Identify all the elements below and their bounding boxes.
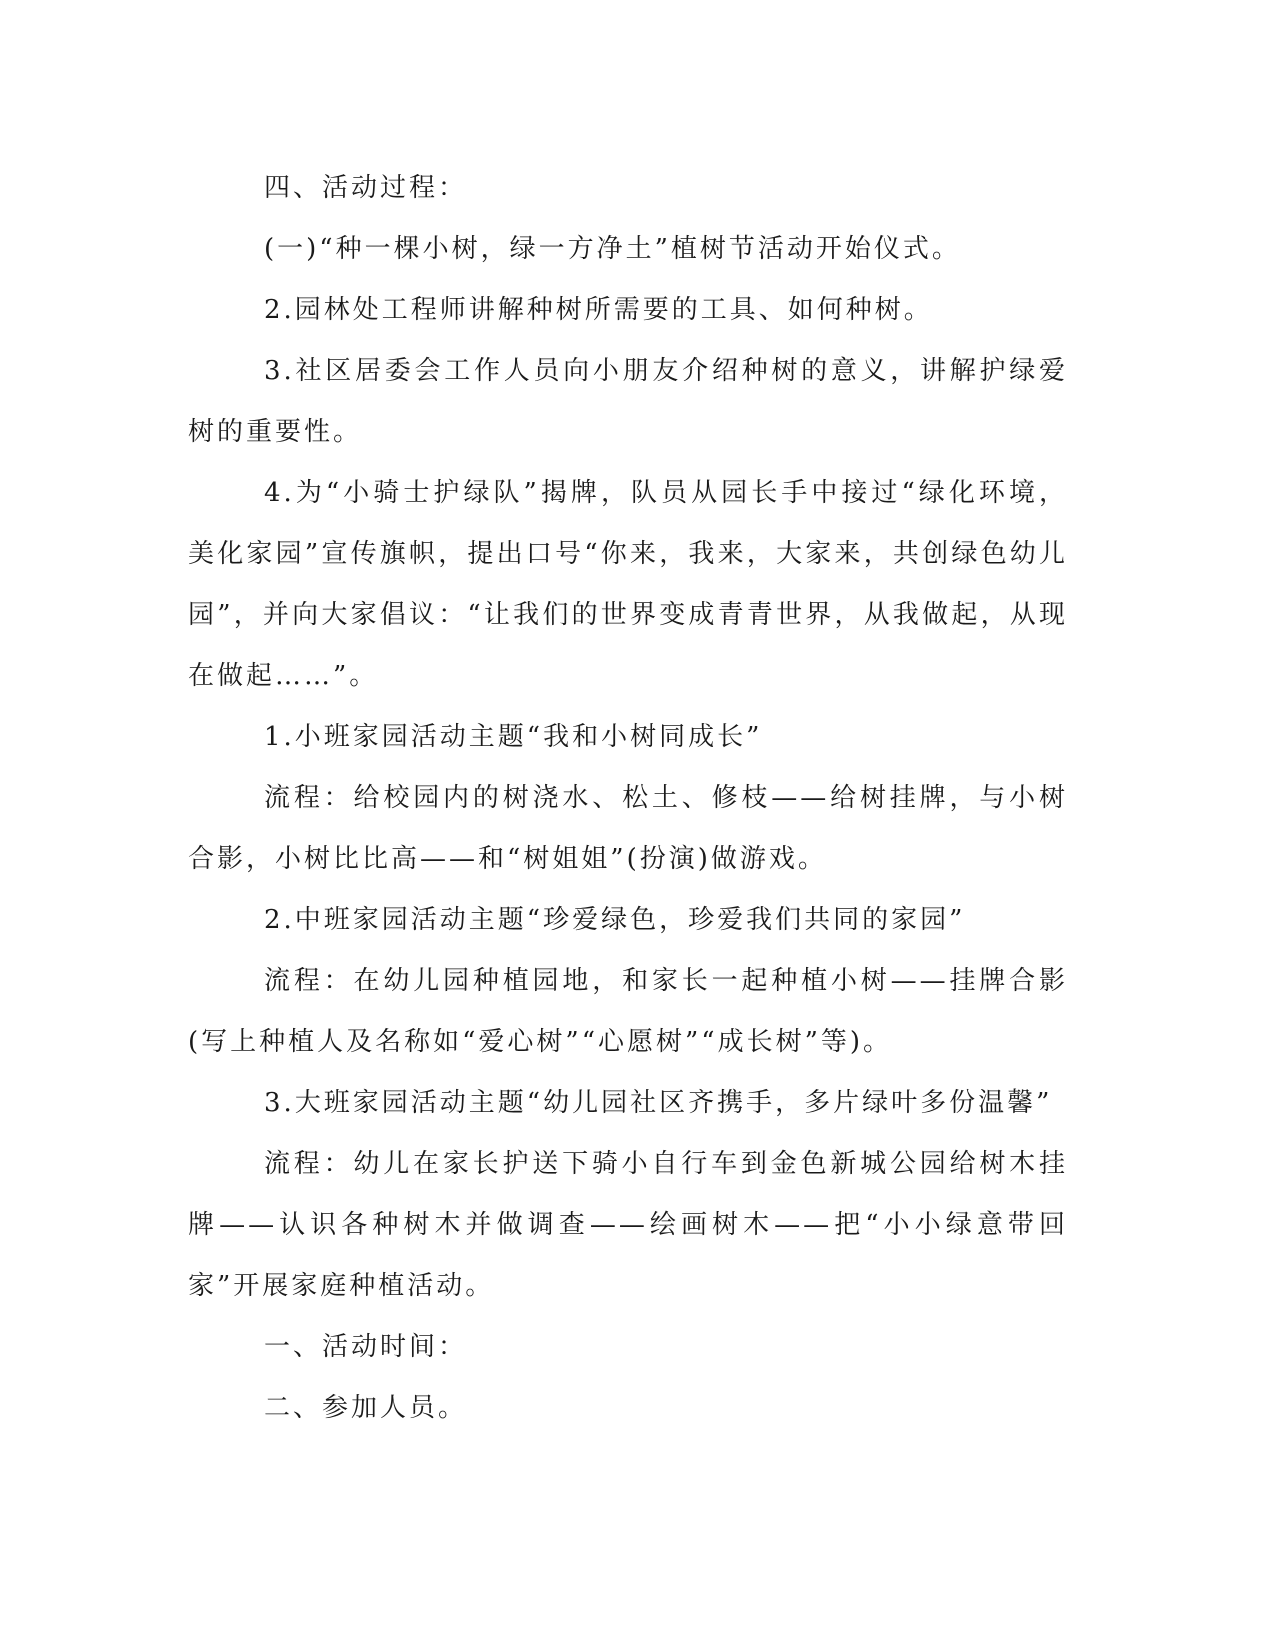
paragraph-team-unveiling: 4.为“小骑士护绿队”揭牌，队员从园长手中接过“绿化环境，美化家园”宣传旗帜，提出口号“你来，我来，大家来，共创绿色幼儿园”，并向大家倡议：“让我们的世界变成青青世界，从我做起，从现在做起……”。 <box>188 478 1068 691</box>
paragraph-middle-class-process: 流程：在幼儿园种植园地，和家长一起种植小树——挂牌合影(写上种植人及名称如“爱心树”“心愿树”“成长树”等)。 <box>188 966 1068 1057</box>
paragraph-large-class-theme: 3.大班家园活动主题“幼儿园社区齐携手，多片绿叶多份温馨” <box>264 1088 1053 1118</box>
section-heading-participants: 二、参加人员。 <box>264 1393 468 1423</box>
section-heading-activity-time: 一、活动时间： <box>264 1332 468 1362</box>
paragraph-small-class-theme: 1.小班家园活动主题“我和小树同成长” <box>264 722 763 752</box>
document-body <box>188 158 1068 1439</box>
paragraph-small-class-process: 流程：给校园内的树浇水、松土、修枝——给树挂牌，与小树合影，小树比比高——和“树姐姐”(扮演)做游戏。 <box>188 783 1068 874</box>
paragraph-community-introduction: 3.社区居委会工作人员向小朋友介绍种树的意义，讲解护绿爱树的重要性。 <box>188 356 1068 447</box>
paragraph-large-class-process: 流程：幼儿在家长护送下骑小自行车到金色新城公园给树木挂牌——认识各种树木并做调查——绘画树木——把“小小绿意带回家”开展家庭种植活动。 <box>188 1149 1068 1301</box>
paragraph-engineer-explanation: 2.园林处工程师讲解种树所需要的工具、如何种树。 <box>264 295 933 325</box>
section-heading-activity-process: 四、活动过程： <box>264 173 468 203</box>
paragraph-middle-class-theme: 2.中班家园活动主题“珍爱绿色，珍爱我们共同的家园” <box>264 905 966 935</box>
paragraph-opening-ceremony: (一)“种一棵小树，绿一方净土”植树节活动开始仪式。 <box>264 234 961 264</box>
